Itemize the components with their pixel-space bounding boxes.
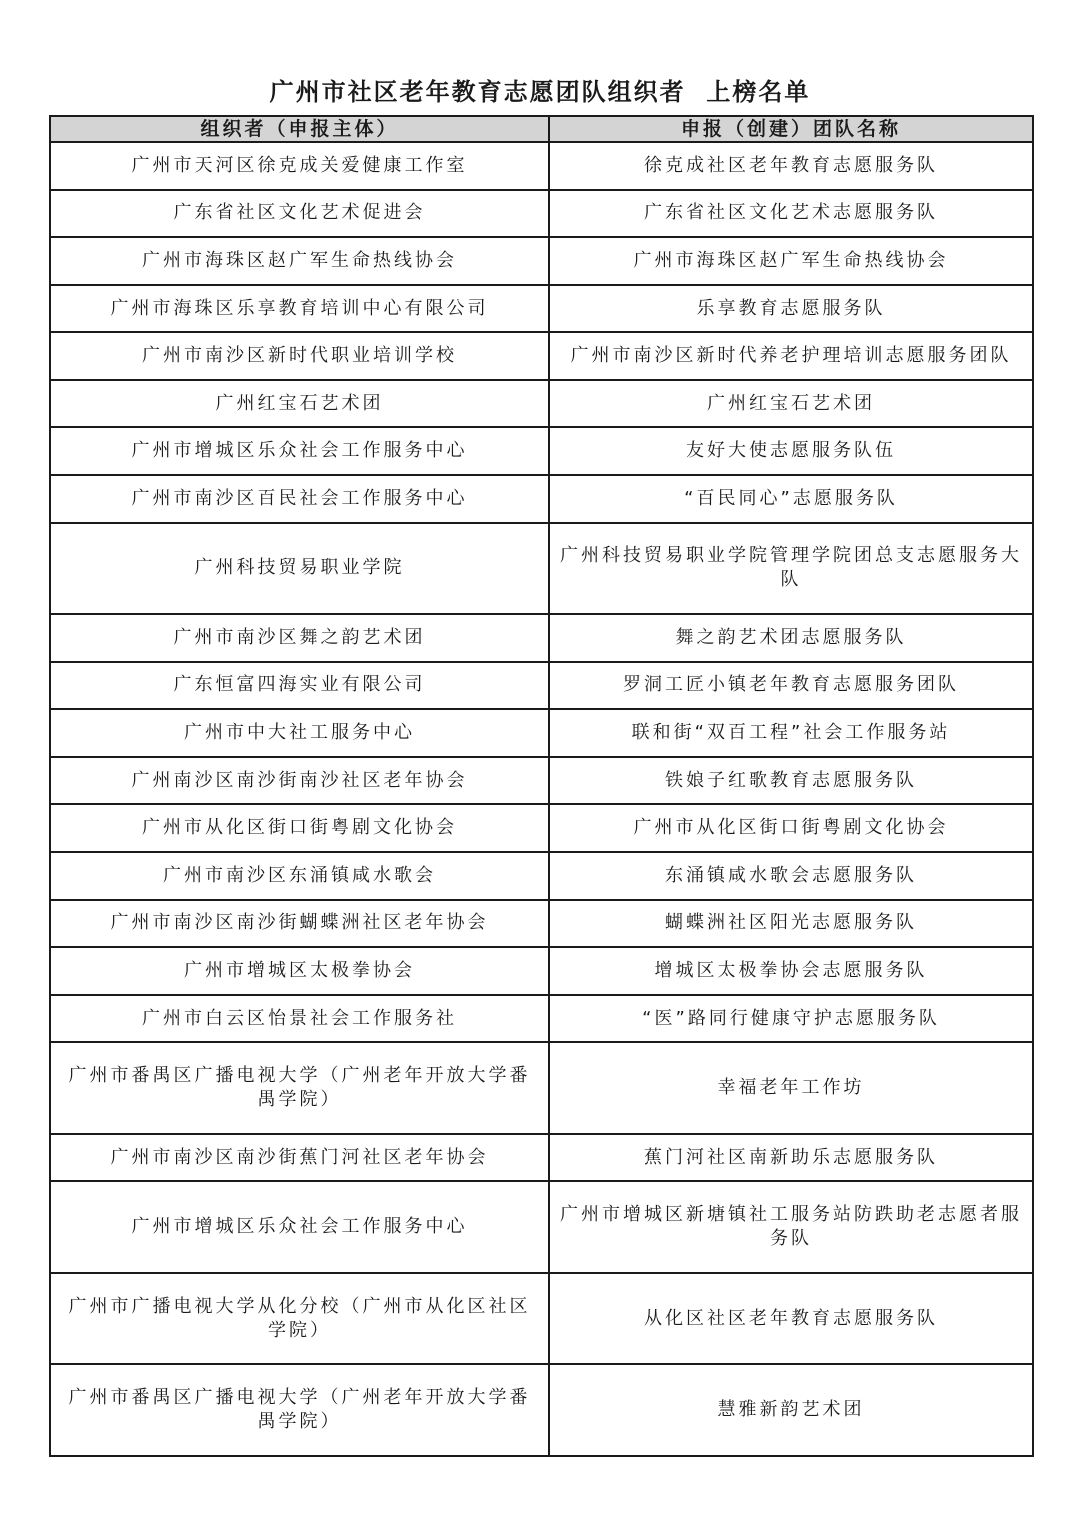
organizer-cell: 广州市南沙区新时代职业培训学校 xyxy=(50,332,549,380)
table-row xyxy=(50,852,1033,900)
table-row xyxy=(50,709,1033,757)
team-name-cell: 广州科技贸易职业学院管理学院团总支志愿服务大队 xyxy=(549,523,1033,615)
organizer-cell: 广州红宝石艺术团 xyxy=(50,380,549,428)
team-name-cell: 联和街“双百工程”社会工作服务站 xyxy=(549,709,1033,757)
roster-table xyxy=(49,115,1034,1457)
organizer-cell: 广州科技贸易职业学院 xyxy=(50,523,549,615)
table-row xyxy=(50,1042,1033,1134)
organizer-cell: 广东恒富四海实业有限公司 xyxy=(50,662,549,710)
organizer-cell: 广州市从化区街口街粤剧文化协会 xyxy=(50,804,549,852)
table-row xyxy=(50,995,1033,1043)
organizer-cell: 广州市南沙区东涌镇咸水歌会 xyxy=(50,852,549,900)
table-row xyxy=(50,1181,1033,1273)
table-row xyxy=(50,804,1033,852)
table-row xyxy=(50,947,1033,995)
table-row xyxy=(50,1273,1033,1365)
team-name-cell: 增城区太极拳协会志愿服务队 xyxy=(549,947,1033,995)
organizer-cell: 广州市增城区太极拳协会 xyxy=(50,947,549,995)
page-title: 广州市社区老年教育志愿团队组织者 上榜名单 xyxy=(269,78,811,106)
table-row xyxy=(50,900,1033,948)
organizer-cell: 广州市南沙区南沙街蕉门河社区老年协会 xyxy=(50,1134,549,1182)
table-row xyxy=(50,190,1033,238)
organizer-cell: 广州市南沙区南沙街蝴蝶洲社区老年协会 xyxy=(50,900,549,948)
table-row xyxy=(50,757,1033,805)
table-row xyxy=(50,142,1033,190)
team-name-cell: 蕉门河社区南新助乐志愿服务队 xyxy=(549,1134,1033,1182)
team-name-cell: 从化区社区老年教育志愿服务队 xyxy=(549,1273,1033,1365)
organizer-cell: 广州南沙区南沙街南沙社区老年协会 xyxy=(50,757,549,805)
organizer-cell: 广州市广播电视大学从化分校（广州市从化区社区学院） xyxy=(50,1273,549,1365)
organizer-cell: 广州市番禺区广播电视大学（广州老年开放大学番禺学院） xyxy=(50,1364,549,1456)
team-name-cell: 广州市海珠区赵广军生命热线协会 xyxy=(549,237,1033,285)
team-name-cell: 友好大使志愿服务队伍 xyxy=(549,427,1033,475)
organizer-cell: 广州市增城区乐众社会工作服务中心 xyxy=(50,1181,549,1273)
table-row xyxy=(50,523,1033,615)
team-name-cell: 东涌镇咸水歌会志愿服务队 xyxy=(549,852,1033,900)
team-name-cell: 乐享教育志愿服务队 xyxy=(549,285,1033,333)
table-row xyxy=(50,1134,1033,1182)
table-row xyxy=(50,662,1033,710)
organizer-cell: 广州市海珠区赵广军生命热线协会 xyxy=(50,237,549,285)
organizer-cell: 广州市南沙区百民社会工作服务中心 xyxy=(50,475,549,523)
header-organizer: 组织者（申报主体） xyxy=(50,116,549,142)
team-name-cell: 广东省社区文化艺术志愿服务队 xyxy=(549,190,1033,238)
organizer-cell: 广州市南沙区舞之韵艺术团 xyxy=(50,614,549,662)
table-header-row xyxy=(50,116,1033,142)
table-row xyxy=(50,1364,1033,1456)
table-row xyxy=(50,332,1033,380)
team-name-cell: 广州市从化区街口街粤剧文化协会 xyxy=(549,804,1033,852)
organizer-cell: 广州市增城区乐众社会工作服务中心 xyxy=(50,427,549,475)
table-row xyxy=(50,427,1033,475)
team-name-cell: 铁娘子红歌教育志愿服务队 xyxy=(549,757,1033,805)
team-name-cell: 广州市增城区新塘镇社工服务站防跌助老志愿者服务队 xyxy=(549,1181,1033,1273)
team-name-cell: 广州市南沙区新时代养老护理培训志愿服务团队 xyxy=(549,332,1033,380)
table-row xyxy=(50,237,1033,285)
team-name-cell: 广州红宝石艺术团 xyxy=(549,380,1033,428)
team-name-cell: 徐克成社区老年教育志愿服务队 xyxy=(549,142,1033,190)
team-name-cell: 舞之韵艺术团志愿服务队 xyxy=(549,614,1033,662)
organizer-cell: 广州市天河区徐克成关爱健康工作室 xyxy=(50,142,549,190)
header-team-name: 申报（创建）团队名称 xyxy=(549,116,1033,142)
team-name-cell: 罗洞工匠小镇老年教育志愿服务团队 xyxy=(549,662,1033,710)
table-row xyxy=(50,285,1033,333)
organizer-cell: 广州市中大社工服务中心 xyxy=(50,709,549,757)
table-row xyxy=(50,614,1033,662)
team-name-cell: “百民同心”志愿服务队 xyxy=(549,475,1033,523)
organizer-cell: 广州市白云区怡景社会工作服务社 xyxy=(50,995,549,1043)
team-name-cell: 慧雅新韵艺术团 xyxy=(549,1364,1033,1456)
table-row xyxy=(50,475,1033,523)
team-name-cell: 蝴蝶洲社区阳光志愿服务队 xyxy=(549,900,1033,948)
table-row xyxy=(50,380,1033,428)
organizer-cell: 广州市海珠区乐享教育培训中心有限公司 xyxy=(50,285,549,333)
team-name-cell: “医”路同行健康守护志愿服务队 xyxy=(549,995,1033,1043)
organizer-cell: 广州市番禺区广播电视大学（广州老年开放大学番禺学院） xyxy=(50,1042,549,1134)
organizer-cell: 广东省社区文化艺术促进会 xyxy=(50,190,549,238)
team-name-cell: 幸福老年工作坊 xyxy=(549,1042,1033,1134)
